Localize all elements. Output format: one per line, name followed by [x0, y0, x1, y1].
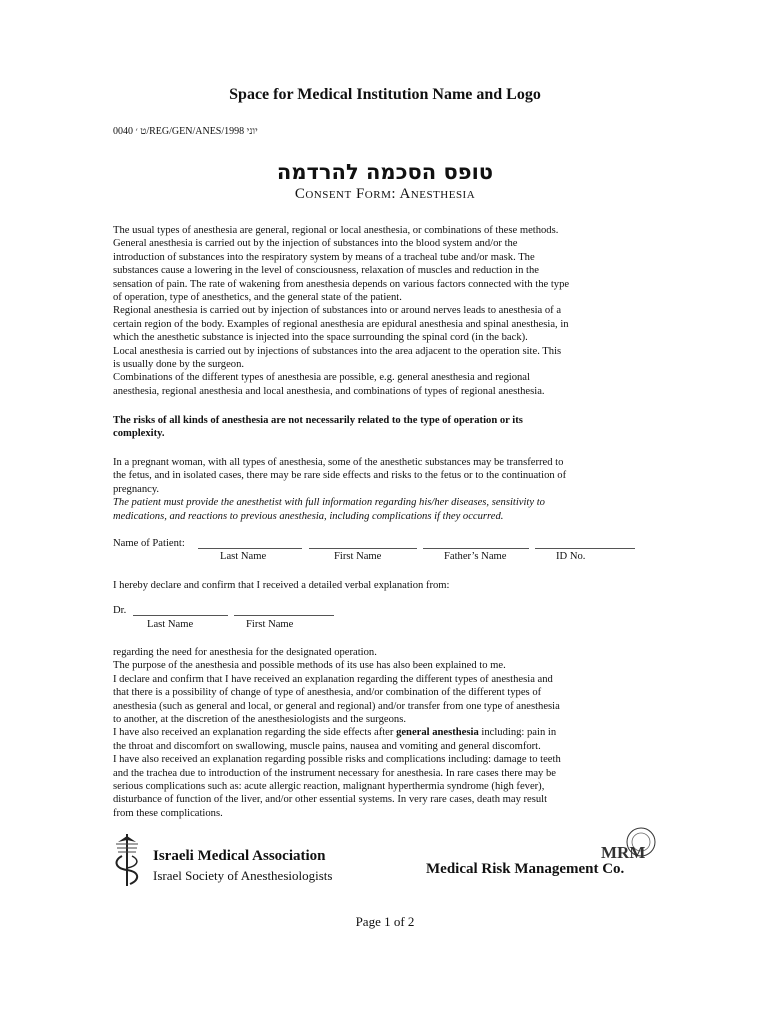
first-name-caption: First Name: [334, 551, 382, 562]
text-line: which the anesthetic substance is injected into the space surrounding the spinal cord (in the back).: [113, 332, 528, 344]
doctor-last-name-field[interactable]: [133, 604, 228, 616]
institution-placeholder-title: Space for Medical Institution Name and Logo: [229, 86, 541, 103]
text-line: the throat and discomfort on swallowing, muscle pains, nausea and vomiting and general discomfort.: [113, 740, 541, 752]
text-line: is usually done by the surgeon.: [113, 359, 245, 371]
patient-name-row: [113, 538, 185, 549]
ima-subtitle: Israel Society of Anesthesiologists: [153, 868, 333, 883]
doctor-label: Dr.: [113, 605, 127, 616]
closing-paragraph: [113, 646, 661, 820]
hebrew-title: טופס הסכמה להרדמה: [276, 160, 494, 184]
text-line: In a pregnant woman, with all types of anesthesia, some of the anesthetic substances may be transferred to: [113, 457, 564, 468]
text-line: [113, 726, 661, 739]
mrm-logo-text: MRM: [601, 843, 646, 862]
patient-first-name-field[interactable]: [309, 537, 417, 549]
doctor-first-name-field[interactable]: [234, 604, 334, 616]
ima-name: Israeli Medical Association: [153, 848, 326, 864]
ima-caduceus-logo: [108, 830, 146, 890]
text-line: complexity.: [113, 428, 165, 440]
text-line: General anesthesia is carried out by the injection of substances into the blood system and/or the: [113, 238, 518, 250]
text-line: anesthesia, regional anesthesia and local anesthesia, and combinations of types of regional anesthesia.: [113, 385, 545, 397]
text-line: from these complications.: [113, 807, 223, 819]
intro-paragraph: [113, 224, 661, 398]
text-line: certain region of the body. Examples of regional anesthesia are epidural anesthesia and spinal anesthesia, in: [113, 318, 569, 330]
text-line: of operation, type of anesthetics, and the general state of the patient.: [113, 292, 402, 304]
text-line: sensation of pain. The rate of wakening from anesthesia depends on various factors connected with the type: [113, 278, 570, 290]
text-line: substances cause a lowering in the level of consciousness, relaxation of muscles and reduction in the: [113, 265, 539, 277]
patient-name-label: Name of Patient:: [113, 538, 185, 549]
text-segment: I have also received an explanation regarding the side effects after: [113, 727, 397, 739]
patient-fathers-name-field[interactable]: [423, 537, 529, 549]
text-line: Combinations of the different types of anesthesia are possible, e.g. general anesthesia and regional: [113, 372, 530, 384]
mrm-logo: [597, 826, 659, 866]
last-name-caption: Last Name: [220, 551, 267, 562]
text-line: Local anesthesia is carried out by injections of substances into the area adjacent to the operation site. This: [113, 345, 562, 357]
text-line: pregnancy.: [113, 483, 160, 495]
form-title: Consent Form: Anesthesia: [294, 186, 476, 202]
text-line: anesthesia (such as general and local, or general and regional) and/or transfer from one type of anesthesia: [113, 700, 560, 712]
text-line: the fetus, and in isolated cases, there may be rare side effects and risks to the fetus or to the continuation of: [113, 470, 567, 482]
text-line: introduction of substances into the respiratory system by means of a tracheal tube and/or mask. The: [113, 251, 535, 263]
text-line: medications, and reactions to previous anesthesia, including complications if they occurred.: [113, 510, 504, 522]
form-code: ט ׳ 0040/REG/GEN/ANES/יוני 1998: [113, 126, 258, 137]
doctor-first-name-caption: First Name: [246, 619, 294, 630]
text-line: regarding the need for anesthesia for the designated operation.: [113, 647, 377, 658]
text-line: The patient must provide the anesthetist with full information regarding his/her diseases, sensitivity to: [113, 497, 545, 509]
general-anesthesia-emphasis: general anesthesia: [396, 727, 479, 739]
fathers-name-caption: Father’s Name: [444, 551, 507, 562]
pregnancy-paragraph: [113, 456, 661, 523]
text-line: to another, at the discretion of the anesthesiologists and the surgeons.: [113, 714, 406, 726]
declaration-line: I hereby declare and confirm that I received a detailed verbal explanation from:: [113, 580, 450, 591]
text-line: I declare and confirm that I have received an explanation regarding the different types of anesthesia and: [113, 673, 553, 685]
text-line: disturbance of function of the liver, and/or other essential systems. In very rare cases, death may result: [113, 794, 548, 806]
patient-last-name-field[interactable]: [198, 537, 302, 549]
text-line: that there is a possibility of change of type of anesthesia, and/or combination of the different types of: [113, 687, 542, 699]
id-no-caption: ID No.: [556, 551, 586, 562]
text-line: The purpose of the anesthesia and possible methods of its use has also been explained to me.: [113, 660, 506, 672]
text-line: The usual types of anesthesia are general, regional or local anesthesia, or combinations of these methods.: [113, 225, 559, 236]
doctor-last-name-caption: Last Name: [147, 619, 194, 630]
page-number: Page 1 of 2: [355, 914, 415, 929]
text-line: Regional anesthesia is carried out by injection of substances into or around nerves leads to anesthesia of a: [113, 305, 562, 317]
text-segment: including: pain in: [478, 727, 557, 739]
patient-id-field[interactable]: [535, 537, 635, 549]
risks-statement: [113, 414, 661, 441]
text-line: The risks of all kinds of anesthesia are not necessarily related to the type of operation or its: [113, 415, 523, 426]
mrm-name: Medical Risk Management Co.: [426, 861, 625, 877]
text-line: serious complications such as: acute allergic reaction, malignant hyperthermia syndrome (high fever),: [113, 781, 545, 793]
text-line: I have also received an explanation regarding possible risks and complications including: damage to teeth: [113, 754, 561, 766]
text-line: and the trachea due to introduction of the instrument necessary for anesthesia. In rare cases there may be: [113, 767, 556, 779]
